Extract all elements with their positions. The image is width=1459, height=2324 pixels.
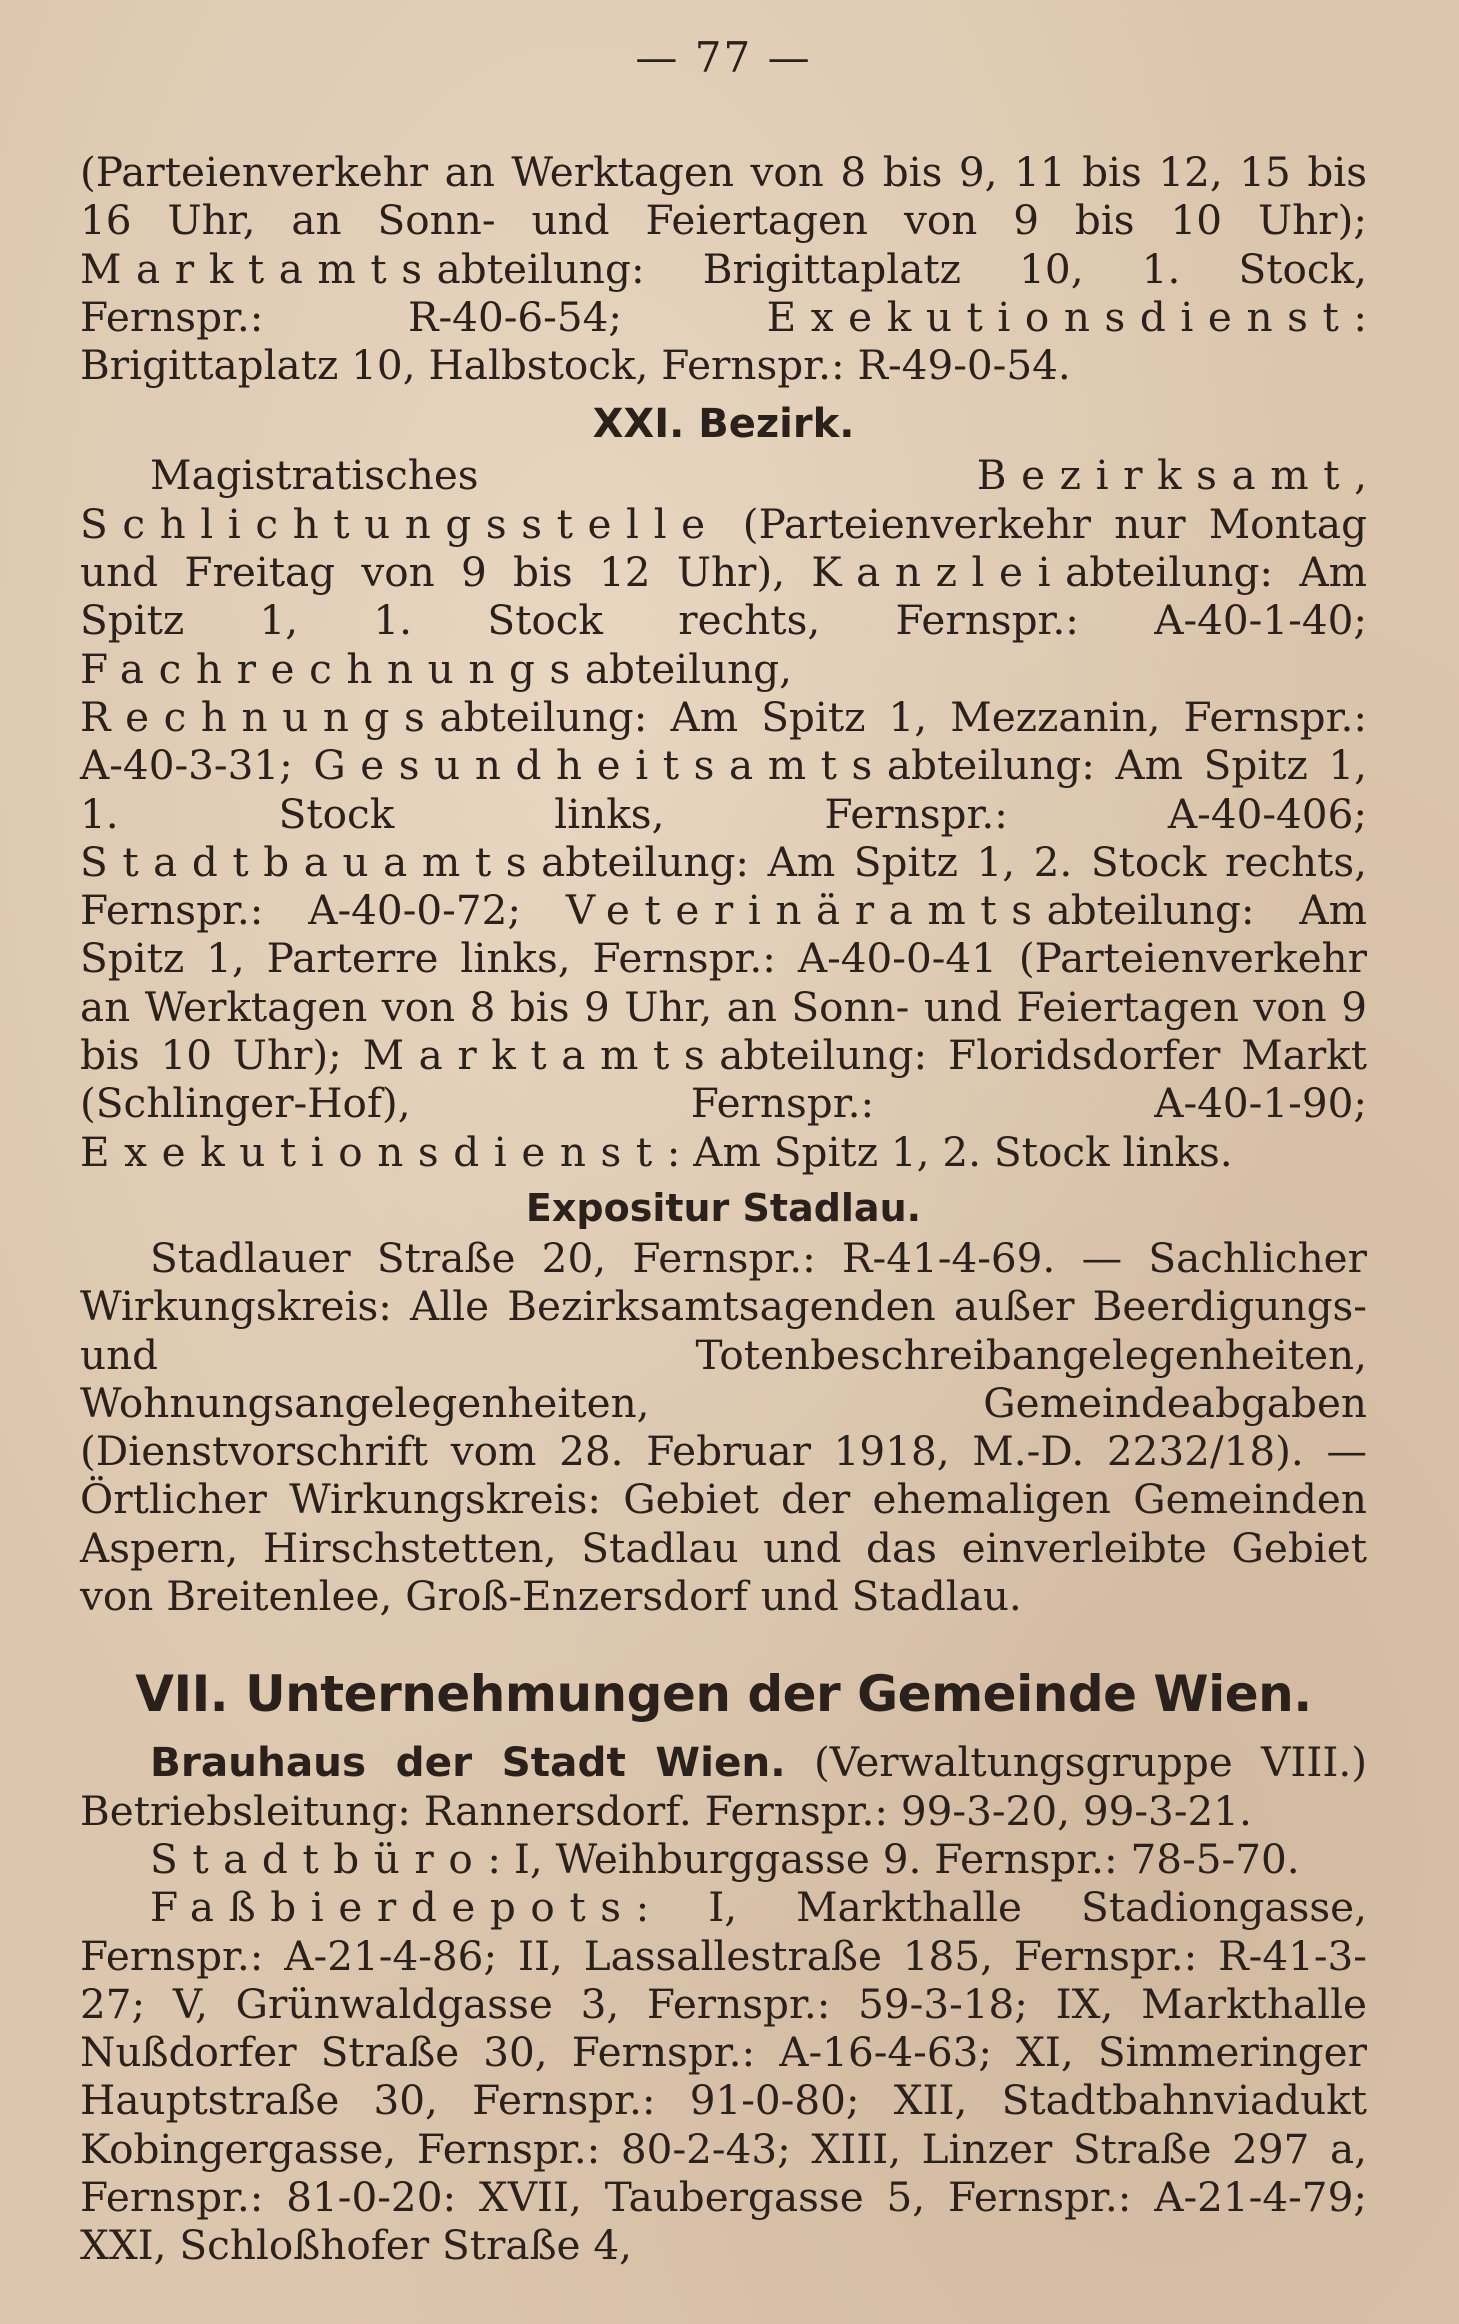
text-run: abteilung: Am Spitz 1, 2. Stock rechts, Fernspr.: A-40-0-72; (80, 837, 1367, 935)
text-run: , (1354, 451, 1367, 500)
text-run: (Parteienverkehr nur Montag und Freitag von 9 bis 12 Uhr), (80, 499, 1367, 597)
text-run: abteilung: Floridsdorfer Markt (Schlinger-Hof), Fernspr.: A-40-1-90; (80, 1031, 1367, 1128)
text-run: Magistratisches (150, 451, 977, 500)
text-run: abteilung: Am Spitz 1, 1. Stock links, Fernspr.: A-40-406; (80, 741, 1367, 838)
text-run: : Am Spitz 1, 2. Stock links. (666, 1127, 1233, 1176)
section-heading-vii: VII. Unternehmungen der Gemeinde Wien. (135, 1665, 1312, 1724)
spaced-term: Exekutionsdienst (766, 292, 1354, 341)
spaced-term: Marktamts (362, 1031, 720, 1080)
text-run: abteilung: Am Spitz 1, 1. Stock rechts, Fernspr.: A-40-1-40; (80, 548, 1367, 645)
page-number: — 77 — (635, 33, 812, 82)
spaced-term: Fachrechnungs (80, 644, 585, 693)
heading-district-xxi: XXI. Bezirk. (592, 401, 855, 448)
spaced-term: Exekutionsdienst (80, 1127, 667, 1176)
spaced-term: Kanzlei (811, 548, 1066, 597)
spaced-term: Veterinäramts (565, 886, 1047, 935)
paragraph-fassbierdepots (80, 1883, 1367, 2269)
paragraph-brauhaus (80, 1738, 1367, 1835)
paragraph-district-xxi (80, 451, 1367, 1175)
text-run: abteilung: Am Spitz 1, Parterre links, Fernspr.: A-40-0-41 (Parteienverkehr an Werktagen von 8 bis 9 Uhr, an Sonn- und Feiertagen von 9 bis 10 Uhr); (80, 886, 1368, 1080)
text-run: : I, Markthalle Stadiongasse, Fernspr.: A-21-4-86; II, Lassallestraße 185, Fernspr.: R-41-3-27; V, Grünwaldgasse 3, Fernspr.: 59-3-18; IX, Markthalle Nußdorfer Straße 30, Fernspr.: A-16-4-63; XI, Simmeringer Hauptstraße 30, Fernspr.: 91-0-80; XII, Stadtbahnviadukt Kobingergasse, Fernspr.: 80-2-43; XIII, Linzer Straße 297 a, Fernspr.: 81-0-20: XVII, Taubergasse 5, Fernspr.: A-21-4-79; XXI, Schloßhofer Straße 4, (80, 1883, 1367, 2270)
bold-lead-term: Brauhaus der Stadt Wien. (150, 1738, 786, 1787)
text-run: (Verwaltungsgruppe VIII.) Betriebsleitung: Rannersdorf. Fernspr.: 99-3-20, 99-3-21. (80, 1738, 1367, 1835)
paragraph-stadtbuero (80, 1835, 1367, 1883)
text-run: : I, Weihburggasse 9. Fernspr.: 78-5-70. (487, 1834, 1300, 1883)
spaced-term: Stadtbüro (150, 1834, 488, 1883)
spaced-term: Marktamts (80, 244, 437, 293)
spaced-term: Schlichtungsstelle (80, 499, 720, 548)
spaced-term: Rechnungs (80, 692, 440, 741)
text-run: abteilung: Brigittaplatz 10, 1. Stock, Fernspr.: R-40-6-54; (80, 244, 1367, 341)
text-run: abteilung, (584, 644, 793, 693)
paragraph-intro (80, 148, 1367, 389)
heading-expositur-stadlau: Expositur Stadlau. (525, 1185, 922, 1230)
paragraph-expositur-stadlau: Stadlauer Straße 20, Fernspr.: R-41-4-69. — Sachlicher Wirkungskreis: Alle Bezirksamtsagenden außer Beerdigungs- und Totenbeschreibangelegenheiten, Wohnungsangelegenheiten, Gemeindeabgaben (Dienstvorschrift vom 28. Februar 1918, M.-D. 2232/18). — Örtlicher Wirkungskreis: Gebiet der ehemaligen Gemeinden Aspern, Hirschstetten, Stadlau und das einverleibte Gebiet von Breitenlee, Groß-Enzersdorf und Stadlau. (80, 1233, 1367, 1621)
spaced-term: Stadtbauamts (80, 837, 542, 886)
spaced-term: Faßbierdepots (150, 1883, 636, 1932)
spaced-term: Gesundheitsamts (313, 741, 887, 790)
text-run: (Parteienverkehr an Werktagen von 8 bis 9, 11 bis 12, 15 bis 16 Uhr, an Sonn- und Feiertagen von 9 bis 10 Uhr); (80, 148, 1367, 245)
text-run: : Brigittaplatz 10, Halbstock, Fernspr.: R-49-0-54. (80, 292, 1367, 390)
text-run: abteilung: Am Spitz 1, Mezzanin, Fernspr.: A-40-3-31; (80, 692, 1367, 790)
spaced-term: Bezirksamt (976, 451, 1355, 500)
